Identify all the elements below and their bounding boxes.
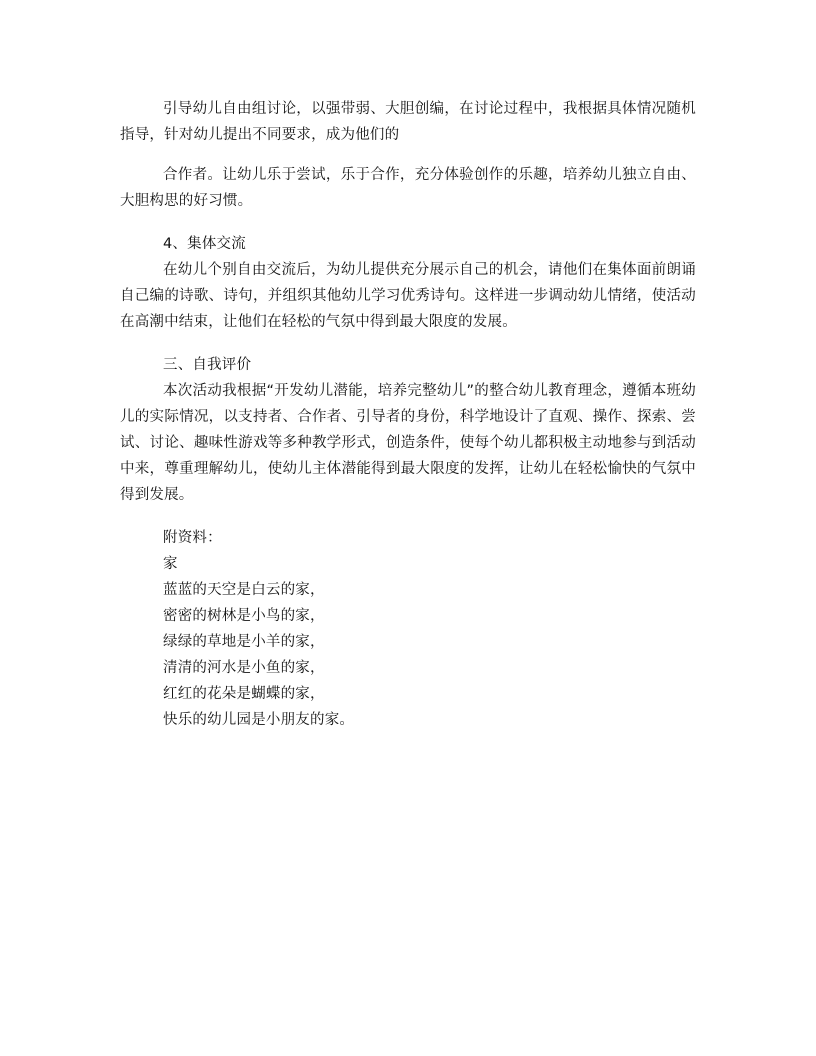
- poem-line: 密密的树林是小鸟的家，: [163, 608, 325, 624]
- poem-line: 绿绿的草地是小羊的家，: [163, 634, 325, 650]
- paragraph-discussion-guidance: 引导幼儿自由组讨论，以强带弱、大胆创编，在讨论过程中，我根据具体情况随机指导，针对幼儿提出不同要求，成为他们的: [120, 101, 696, 143]
- document-body: [120, 96, 696, 733]
- poem-title: 家: [163, 556, 178, 572]
- poem-line: 红红的花朵是蝴蝶的家，: [163, 686, 325, 702]
- paragraph-cooperator: 合作者。让幼儿乐于尝试，乐于合作，充分体验创作的乐趣，培养幼儿独立自由、大胆构思的好习惯。: [120, 167, 696, 209]
- paragraph-group-exchange: 在幼儿个别自由交流后，为幼儿提供充分展示自己的机会，请他们在集体面前朗诵自己编的诗歌、诗句，并组织其他幼儿学习优秀诗句。这样进一步调动幼儿情绪，使活动在高潮中结束，让他们在轻松的气氛中得到最大限度的发展。: [120, 262, 696, 330]
- appendix-label: 附资料：: [163, 530, 222, 546]
- section-heading-self-evaluation: 三、自我评价: [163, 357, 252, 373]
- section-heading-group-exchange: 4、集体交流: [163, 236, 246, 252]
- poem-line: 快乐的幼儿园是小朋友的家。: [163, 712, 355, 728]
- paragraph-self-evaluation: 本次活动我根据“开发幼儿潜能，培养完整幼儿”的整合幼儿教育理念，遵循本班幼儿的实际情况，以支持者、合作者、引导者的身份，科学地设计了直观、操作、探索、尝试、讨论、趣味性游戏等多种教学形式，创造条件，使每个幼儿都积极主动地参与到活动中来，尊重理解幼儿，使幼儿主体潜能得到最大限度的发挥，让幼儿在轻松愉快的气氛中得到发展。: [120, 383, 696, 503]
- poem-line: 蓝蓝的天空是白云的家，: [163, 582, 325, 598]
- poem-line: 清清的河水是小鱼的家，: [163, 660, 325, 676]
